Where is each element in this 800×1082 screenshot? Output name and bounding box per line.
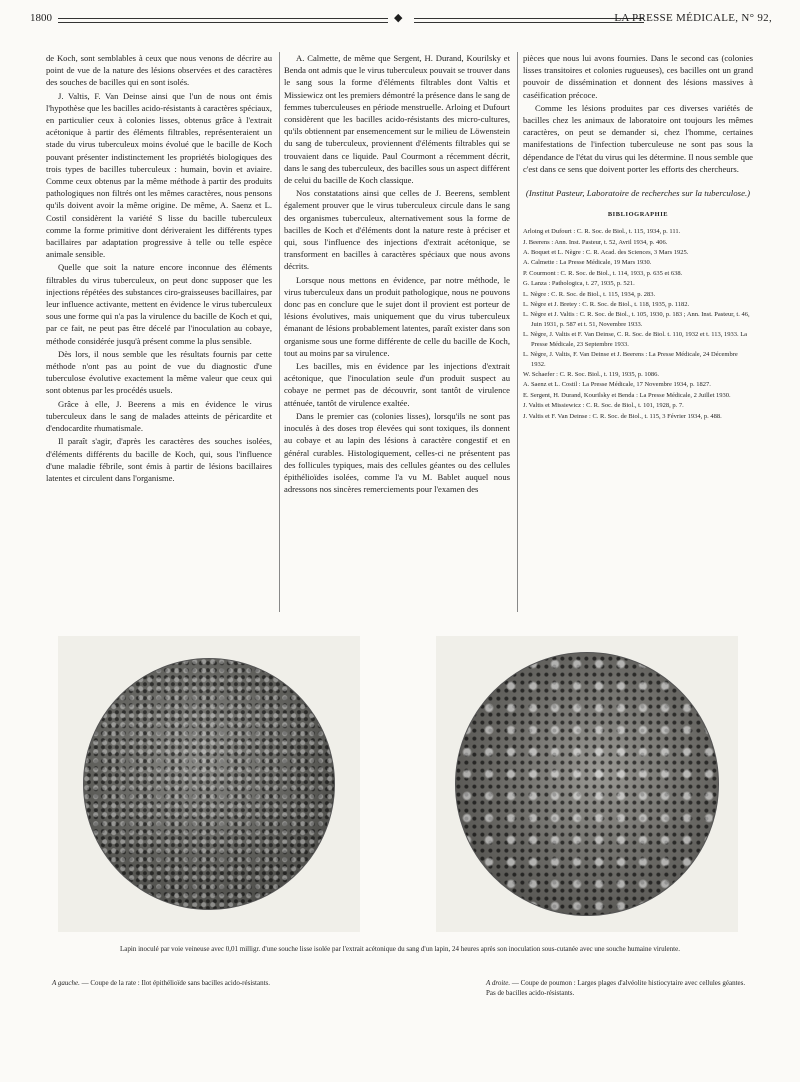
bibliography-entry: J. Valtis et F. Van Deinse : C. R. Soc. de Biol., t. 115, 3 Février 1934, p. 488. [523, 412, 722, 420]
right-figure-caption [486, 978, 756, 998]
lung-micrograph-image [455, 652, 719, 916]
bibliography-entry: L. Nègre, J. Valtis, F. Van Deinse et J. Beerens : La Presse Médicale, 24 Décembre 1932. [523, 351, 738, 368]
micrograph-figures [0, 636, 800, 936]
bibliography-entry: P. Courmont : C. R. Soc. de Biol., t. 114, 1933, p. 635 et 638. [523, 269, 683, 277]
bibliography-entry: E. Sergent, H. Durand, Kourilsky et Benda : La Presse Médicale, 2 Juillet 1930. [523, 391, 731, 399]
bibliography-entry: W. Schaefer : C. R. Soc. Biol., t. 119, 1935, p. 1086. [523, 370, 660, 378]
page-header [30, 8, 772, 30]
column-divider [517, 52, 518, 612]
journal-title: LA PRESSE MÉDICALE, N° 92, [614, 12, 772, 24]
paragraph: Nos constatations ainsi que celles de J. Beerens, semblent également prouver que le virus tuberculeux circule dans le sang des organismes tuberculeux, alternativement sous la forme de bacilles de Koch et d'éléments dont la nature reste à préciser et qui, sous l'influence des injections d'extrait acétonique, se transforment en bacilles à caractères spéciaux que nous avons décrits. [284, 188, 510, 272]
header-rule-left [58, 18, 388, 23]
bibliography-list [523, 227, 753, 421]
bibliography-entry: A. Boquet et L. Nègre : C. R. Acad. des Sciences, 3 Mars 1925. [523, 249, 689, 257]
figure-caption: Lapin inoculé par voie veineuse avec 0,01 milligr. d'une souche lisse isolée par l'extrait acétonique du sang d'un lapin, 24 heures après son inoculation sous-cutanée avec une souche humaine virulente. [120, 945, 680, 953]
bibliography-entry: A. Calmette : La Presse Médicale, 19 Mars 1930. [523, 259, 652, 267]
paragraph: J. Valtis, F. Van Deinse ainsi que l'un de nous ont émis l'hypothèse que les bacilles acido-résistants à caractères spéciaux, en particulier ceux à colonies lisses, obtenus grâce à l'extrait acétonique à partir des éléments filtrables, représenteraient un stade du virus tuberculeux moins évolué que le bacille de Koch pouvant présenter indistinctement les propriétés biologiques des trois types de bacilles tuberculeux : humain, bovin et aviaire. Comme ceux obtenus par la même méthode à partir des produits pathologiques non filtrés ont les mêmes caractères, nous pensons qu'ils doivent avoir la même origine. De même, A. Saenz et L. Costil considèrent la variété S lisse du bacille tuberculeux comme la forme primitive dont dériveraient les différents types bacillaires par adaptation progressive à telle ou telle espèce animale sensible. [46, 90, 272, 260]
spleen-micrograph-frame [58, 636, 360, 932]
text-column-1 [46, 52, 272, 485]
text-column-3 [523, 52, 753, 422]
institution-note: (Institut Pasteur, Laboratoire de recherches sur la tuberculose.) [525, 188, 751, 199]
right-caption-text: — Coupe de poumon : Larges plages d'alvéolite histiocytaire avec cellules géantes. Pas de bacilles acido-résistants. [486, 979, 746, 997]
bibliography-entry: L. Nègre et J. Bretey : C. R. Soc. de Biol., t. 118, 1935, p. 1182. [523, 301, 690, 309]
left-caption-label: A gauche. [52, 979, 80, 987]
header-diamond-ornament: ◆ [394, 12, 403, 24]
right-caption-label: A droite. [486, 979, 511, 987]
paragraph: pièces que nous lui avons fournies. Dans le second cas (colonies lisses transitoires et colonies rugueuses), ces bacilles ont un grand pouvoir de dissémination et donnent des lésions massives à caséification précoce. [523, 53, 753, 100]
paragraph: A. Calmette, de même que Sergent, H. Durand, Kourilsky et Benda ont admis que le virus tuberculeux pouvait se trouver dans le sang sous la forme d'éléments filtrables dont Valtis et Missiewicz ont les premiers démontré la présence dans le sang de femmes tuberculeuses en période menstruelle. Arloing et Dufourt considèrent que les bacilles acido-résistants des micro-cultures, qu'ils obtiennent par ensemencement sur le milieu de Löwenstein du sang de tuberculeux, proviennent d'éléments filtrables qui se trouvaient dans ce liquide. Paul Courmont a récemment décrit, dans le sang des tuberculeux, des bacilles sous un aspect différent de celui du bacille de Koch classique. [284, 53, 510, 186]
text-column-2 [284, 52, 510, 496]
paragraph: Dès lors, il nous semble que les résultats fournis par cette méthode n'ont pas au point de vue du diagnostic d'une tuberculose évolutive exactement la même valeur que ceux qui sont obtenus par les procédés usuels. [46, 348, 272, 396]
bibliography-entry: L. Nègre, J. Valtis et F. Van Deinse, C. R. Soc. de Biol. t. 110, 1932 et t. 113, 1933. La Presse Médicale, 23 Septembre 1933. [523, 331, 748, 348]
header-rule-right [414, 18, 644, 23]
paragraph: Comme les lésions produites par ces diverses variétés de bacilles chez les animaux de laboratoire ont toujours les mêmes caractères, on peut se demander si, chez l'homme, certaines manifestations de l'infection tuberculeuse ne sont pas sous la dépendance de l'état du virus qui les détermine. Il nous semble que c'est dans ce sens que doivent porter les efforts des chercheurs. [523, 102, 753, 174]
paragraph: Dans le premier cas (colonies lisses), lorsqu'ils ne sont pas inoculés à des doses trop élevées qui sont toxiques, ils donnent au cobaye et au lapin des lésions à caractère congestif et en général curables. Histologiquement, celles-ci ne présentent pas des follicules typiques, mais des cellules géantes ou des cellules épithélioïdes isolées, comme l'a vu M. Bablet auquel nous adressons nos sincères remerciements pour l'examen des [284, 410, 510, 495]
bibliography-heading: BIBLIOGRAPHIE [607, 211, 669, 219]
bibliography-entry: G. Lanza : Pathologica, t. 27, 1935, p. 521. [523, 280, 635, 288]
spleen-micrograph-image [83, 658, 335, 910]
page-number: 1800 [30, 12, 52, 24]
paragraph: Lorsque nous mettons en évidence, par notre méthode, le virus tuberculeux dans un produit pathologique, nous ne pouvons donc pas en conclure que le sujet dont il provient est porteur de lésions évolutives, mais uniquement que du virus tuberculeux émanant de lésions probablement latentes, paraît exister dans son organisme sous une forme différente de celle du bacille de Koch, tout au moins par sa virulence. [284, 274, 510, 358]
paragraph: Grâce à elle, J. Beerens a mis en évidence le virus tuberculeux dans le sang de malades atteints de péricardite et d'endocardite rhumatismale. [46, 398, 272, 434]
left-caption-text: — Coupe de la rate : Ilot épithélioïde sans bacilles acido-résistants. [81, 979, 270, 987]
bibliography-entry: L. Nègre et J. Valtis : C. R. Soc. de Biol., t. 105, 1930, p. 183 ; Ann. Inst. Pasteur, t. 46, Juin 1931, p. 587 et t. 51, Novembre 1933. [523, 311, 750, 328]
paragraph: Quelle que soit la nature encore inconnue des éléments filtrables du virus tuberculeux, on peut donc supposer que les injections répétées des substances ciro-graisseuses bacillaires, par leur influence activante, mettent en évidence le virus tuberculeux sous une forme qui n'a pas la virulence du bacille de Koch et qui, par ce fait, ne peut pas être décelé par l'inoculation au cobaye, méthode considérée jusqu'à présent comme la plus sensible. [46, 262, 272, 346]
paragraph: Les bacilles, mis en évidence par les injections d'extrait acétonique, que l'inoculation seule d'un produit suspect au cobaye ne permet pas de découvrir, sont tantôt de virulence atténuée, tantôt de virulence exaltée. [284, 361, 510, 408]
column-divider [279, 52, 280, 612]
bibliography-entry: J. Beerens : Ann. Inst. Pasteur, t. 52, Avril 1934, p. 406. [523, 238, 668, 246]
bibliography-entry: A. Saenz et L. Costil : La Presse Médicale, 17 Novembre 1934, p. 1827. [523, 381, 711, 389]
bibliography-entry: L. Nègre : C. R. Soc. de Biol., t. 115, 1934, p. 283. [523, 290, 656, 298]
lung-micrograph-frame [436, 636, 738, 932]
left-figure-caption [52, 978, 342, 988]
paragraph: de Koch, sont semblables à ceux que nous venons de décrire au point de vue de la nature des lésions observées et des caractères des souches de bacilles qui en sont isolés. [46, 53, 272, 88]
bibliography-entry: Arloing et Dufourt : C. R. Soc. de Biol., t. 115, 1934, p. 111. [523, 228, 681, 236]
bibliography-entry: J. Valtis et Missiewicz : C. R. Soc. de Biol., t. 101, 1928, p. 7. [523, 402, 684, 410]
paragraph: Il paraît s'agir, d'après les caractères des souches isolées, d'éléments différents du bacille de Koch, qui, sous l'influence d'une maladie fébrile, sont émis à partir de lésions bacillaires latentes et circulent dans l'organisme. [46, 436, 272, 483]
